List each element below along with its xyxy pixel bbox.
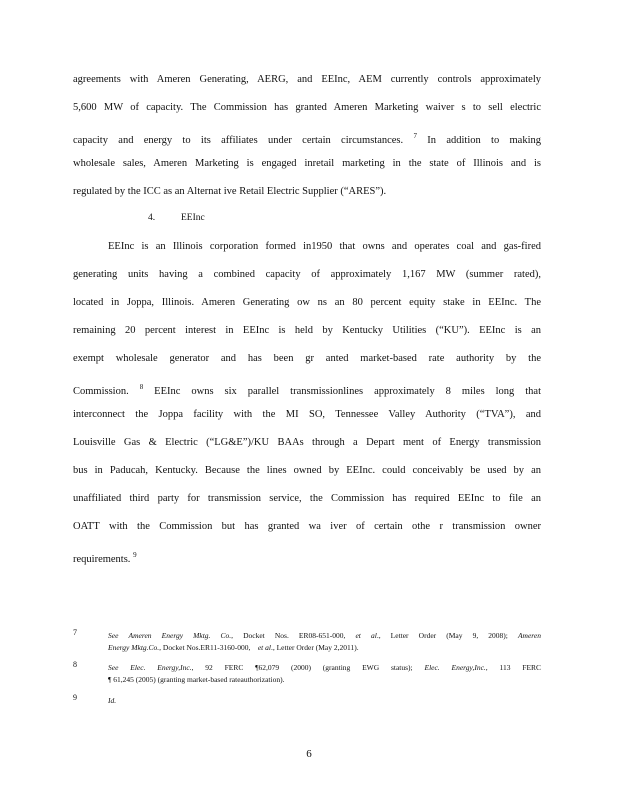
footnote-line — [108, 662, 541, 674]
footnote-etal: et al — [355, 631, 377, 640]
body-line-text: capacity and energy to its affiliates under certain circumstances. — [73, 135, 404, 146]
footnote-text: ., Letter Order (May 9, 2008); — [376, 631, 508, 640]
footnote-text: , 113 FERC — [485, 663, 542, 672]
footnote-text: , 92 FERC ¶62,079 (2000) (granting EWG status); — [191, 663, 413, 672]
footnote-signal: See — [108, 631, 119, 640]
footnote-case-name: Energy Mktg.Co. — [108, 643, 160, 652]
body-line: generating units having a combined capacity of approximately 1,167 MW (summer rated), — [73, 269, 541, 280]
footnote-ref-7: 7 — [413, 132, 417, 140]
body-line: exempt wholesale generator and has been gr anted market-based rate authority by the — [73, 353, 541, 364]
footnote-text: Id. — [108, 696, 117, 705]
footnote-case-name: Ameren — [517, 631, 542, 640]
body-line: Louisville Gas & Electric (“LG&E”)/KU BAAs through a Depart ment of Energy transmission — [73, 437, 541, 448]
footnote-number: 9 — [73, 693, 77, 702]
body-line: agreements with Ameren Generating, AERG, and EEInc, AEM currently controls approximately — [73, 74, 541, 85]
footnote-text: ., Letter Order (May 2,2011). — [270, 643, 359, 652]
footnote-line — [108, 630, 541, 642]
section-title: EEInc — [181, 213, 205, 223]
body-line: bus in Paducah, Kentucky. Because the lines owned by EEInc. could conceivably be used by an — [73, 465, 541, 476]
body-line: remaining 20 percent interest in EEInc is held by Kentucky Utilities (“KU”). EEInc is an — [73, 325, 541, 336]
body-line: EEInc is an Illinois corporation formed in1950 that owns and operates coal and gas-fired — [108, 241, 541, 252]
footnote-text: , Docket Nos. ER08-651-000, — [231, 631, 346, 640]
footnote-etal: et al — [257, 643, 271, 652]
footnote-text: , Docket Nos.ER11-3160-000, — [159, 643, 251, 652]
footnote-number: 7 — [73, 628, 77, 637]
section-number: 4. — [148, 213, 156, 223]
footnote-8 — [108, 662, 541, 686]
body-line: wholesale sales, Ameren Marketing is engaged inretail marketing in the state of Illinois and is — [73, 158, 541, 169]
body-line: located in Joppa, Illinois. Ameren Generating ow ns an 80 percent equity stake in EEInc. The — [73, 297, 541, 308]
body-line — [73, 129, 541, 148]
footnote-line: ¶ 61,245 (2005) (granting market-based rateauthorization). — [108, 675, 285, 684]
footnote-9 — [108, 695, 541, 707]
body-line: interconnect the Joppa facility with the MI SO, Tennessee Valley Authority (“TVA”), and — [73, 409, 541, 420]
footnote-case-name: Ameren Energy Mktg. Co. — [128, 631, 232, 640]
body-line-text: requirements. — [73, 554, 131, 565]
footnote-number: 8 — [73, 660, 77, 669]
footnote-7 — [108, 630, 541, 654]
footnote-ref-9: 9 — [133, 551, 137, 559]
body-line — [73, 380, 541, 399]
footnote-signal: See — [108, 663, 119, 672]
body-line: unaffiliated third party for transmission service, the Commission has required EEInc to file an — [73, 493, 541, 504]
body-line-text: Commission. — [73, 386, 129, 397]
body-line: 5,600 MW of capacity. The Commission has granted Ameren Marketing waiver s to sell electric — [73, 102, 541, 113]
body-line-text: EEInc owns six parallel transmissionlines approximately 8 miles long that — [154, 386, 541, 397]
body-line: regulated by the ICC as an Alternat ive Retail Electric Supplier (“ARES”). — [73, 186, 387, 197]
footnote-ref-8: 8 — [139, 383, 144, 391]
footnote-case-name: Elec. Energy,Inc. — [130, 663, 192, 672]
footnote-line — [108, 695, 541, 707]
body-line — [73, 548, 541, 567]
footnote-line — [108, 642, 541, 654]
body-line-text: In addition to making — [427, 135, 542, 146]
footnote-case-name: Elec. Energy,Inc. — [424, 663, 486, 672]
body-line: OATT with the Commission but has granted wa iver of certain othe r transmission owner — [73, 521, 541, 532]
page-number: 6 — [306, 748, 312, 760]
